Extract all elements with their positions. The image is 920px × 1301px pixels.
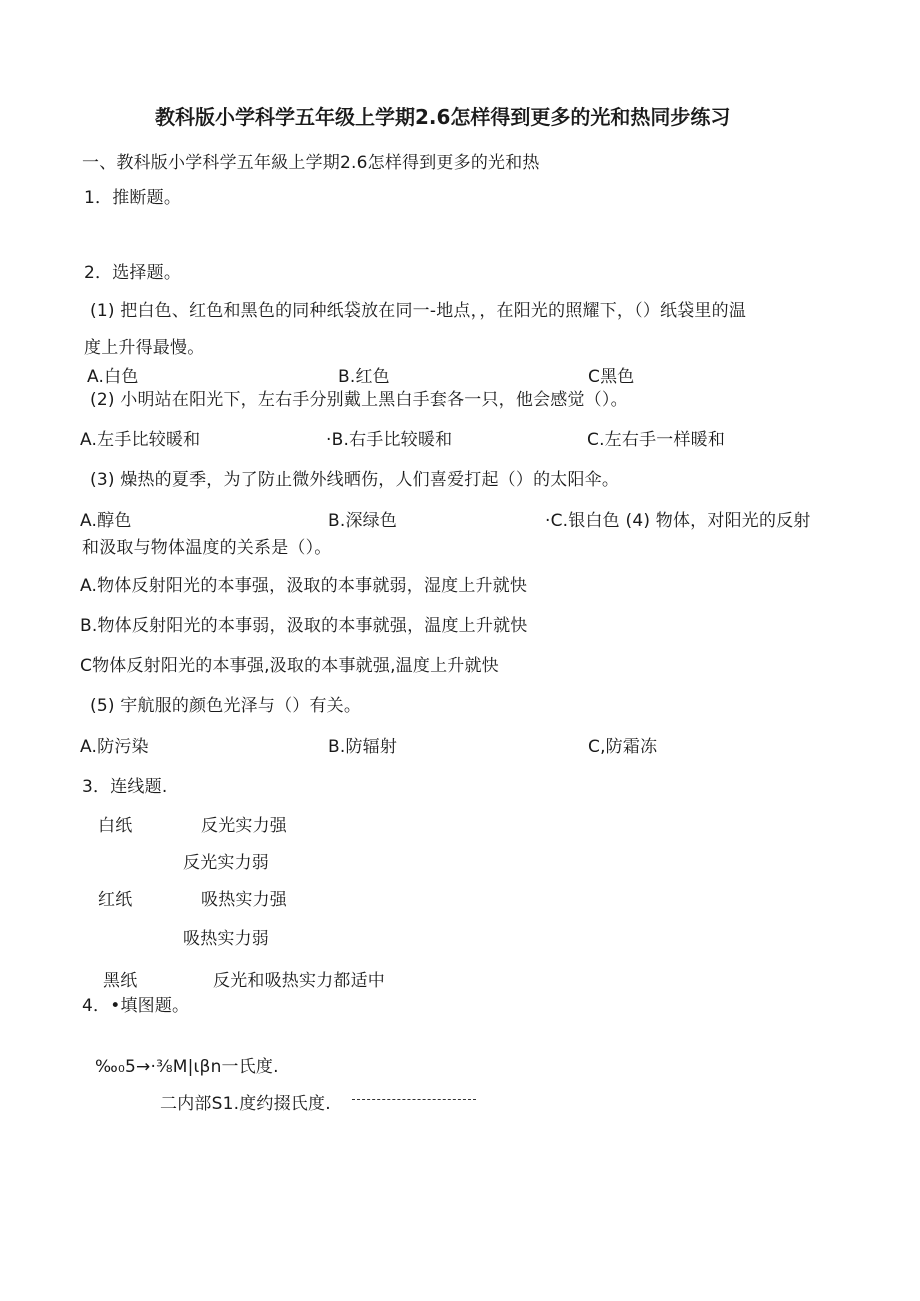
- match-left-item: 黑纸: [103, 971, 138, 991]
- q2-part1-option-a: A.白色: [87, 367, 139, 387]
- q2-part5-stem: (5) 宇航服的颜色光泽与（）有关。: [90, 696, 362, 716]
- q2-part4-option-c: C物体反射阳光的本事强,汲取的本事就强,温度上升就快: [80, 656, 499, 676]
- q2-part2-option-b: ·B.右手比较暖和: [326, 430, 453, 450]
- match-left-item: 白纸: [98, 816, 133, 836]
- match-right-item: 吸热实力强: [201, 890, 287, 910]
- q2-part3-option-c-and-part4-stem: ·C.银白色 (4) 物体，对阳光的反射: [545, 511, 811, 531]
- q2-part4-stem-line2: 和汲取与物体温度的关系是（）。: [82, 538, 332, 558]
- document-title: 教科版小学科学五年级上学期2.6怎样得到更多的光和热同步练习: [155, 105, 731, 129]
- match-right-item: 反光和吸热实力都适中: [213, 971, 385, 991]
- q2-part1-option-b: B.红色: [338, 367, 390, 387]
- q2-part5-option-b: B.防辐射: [328, 737, 398, 757]
- match-right-item: 反光实力强: [201, 816, 287, 836]
- q2-part5-option-c: C,防霜冻: [588, 737, 658, 757]
- q2-part4-option-a: A.物体反射阳光的本事强，汲取的本事就弱，湿度上升就快: [80, 576, 528, 596]
- q4-fill-line1: ‰₀5→·⅜M|ιβn一氏度.: [95, 1057, 279, 1077]
- question-1-label: 1．推断题。: [84, 188, 182, 208]
- section-heading: 一、教科版小学科学五年級上学期2.6怎样得到更多的光和热: [82, 153, 540, 173]
- q2-part1-stem-line1: (1) 把白色、红色和黑色的同种纸袋放在同一-地点，，在阳光的照耀下，（）纸袋里的温: [90, 301, 747, 321]
- question-4-label: 4．•填图题。: [82, 996, 190, 1016]
- q2-part2-option-c: C.左右手一样暖和: [587, 430, 726, 450]
- q2-part2-stem: (2) 小明站在阳光下，左右手分别戴上黑白手套各一只，他会感觉（）。: [90, 390, 628, 410]
- question-3-label: 3．连线题.: [82, 777, 168, 797]
- q2-part1-stem-line2: 度上升得最慢。: [84, 338, 205, 358]
- match-right-item: 吸热实力弱: [183, 929, 269, 949]
- q2-part3-option-a: A.醇色: [80, 511, 132, 531]
- q4-fill-line2: 二内部S1.度约掇氏度.: [160, 1094, 331, 1114]
- q2-part3-option-b: B.深绿色: [328, 511, 398, 531]
- q2-part4-option-b: B.物体反射阳光的本事弱，汲取的本事就强，温度上升就快: [80, 616, 528, 636]
- match-left-item: 红纸: [98, 890, 133, 910]
- match-right-item: 反光实力弱: [183, 853, 269, 873]
- q2-part3-stem: (3) 燥热的夏季，为了防止微外线晒伤，人们喜爱打起（）的太阳伞。: [90, 470, 620, 490]
- answer-blank-line: [352, 1099, 476, 1100]
- q2-part5-option-a: A.防污染: [80, 737, 149, 757]
- question-2-label: 2．选择题。: [84, 263, 182, 283]
- q2-part1-option-c: C黑色: [588, 367, 635, 387]
- q2-part2-option-a: A.左手比较暖和: [80, 430, 201, 450]
